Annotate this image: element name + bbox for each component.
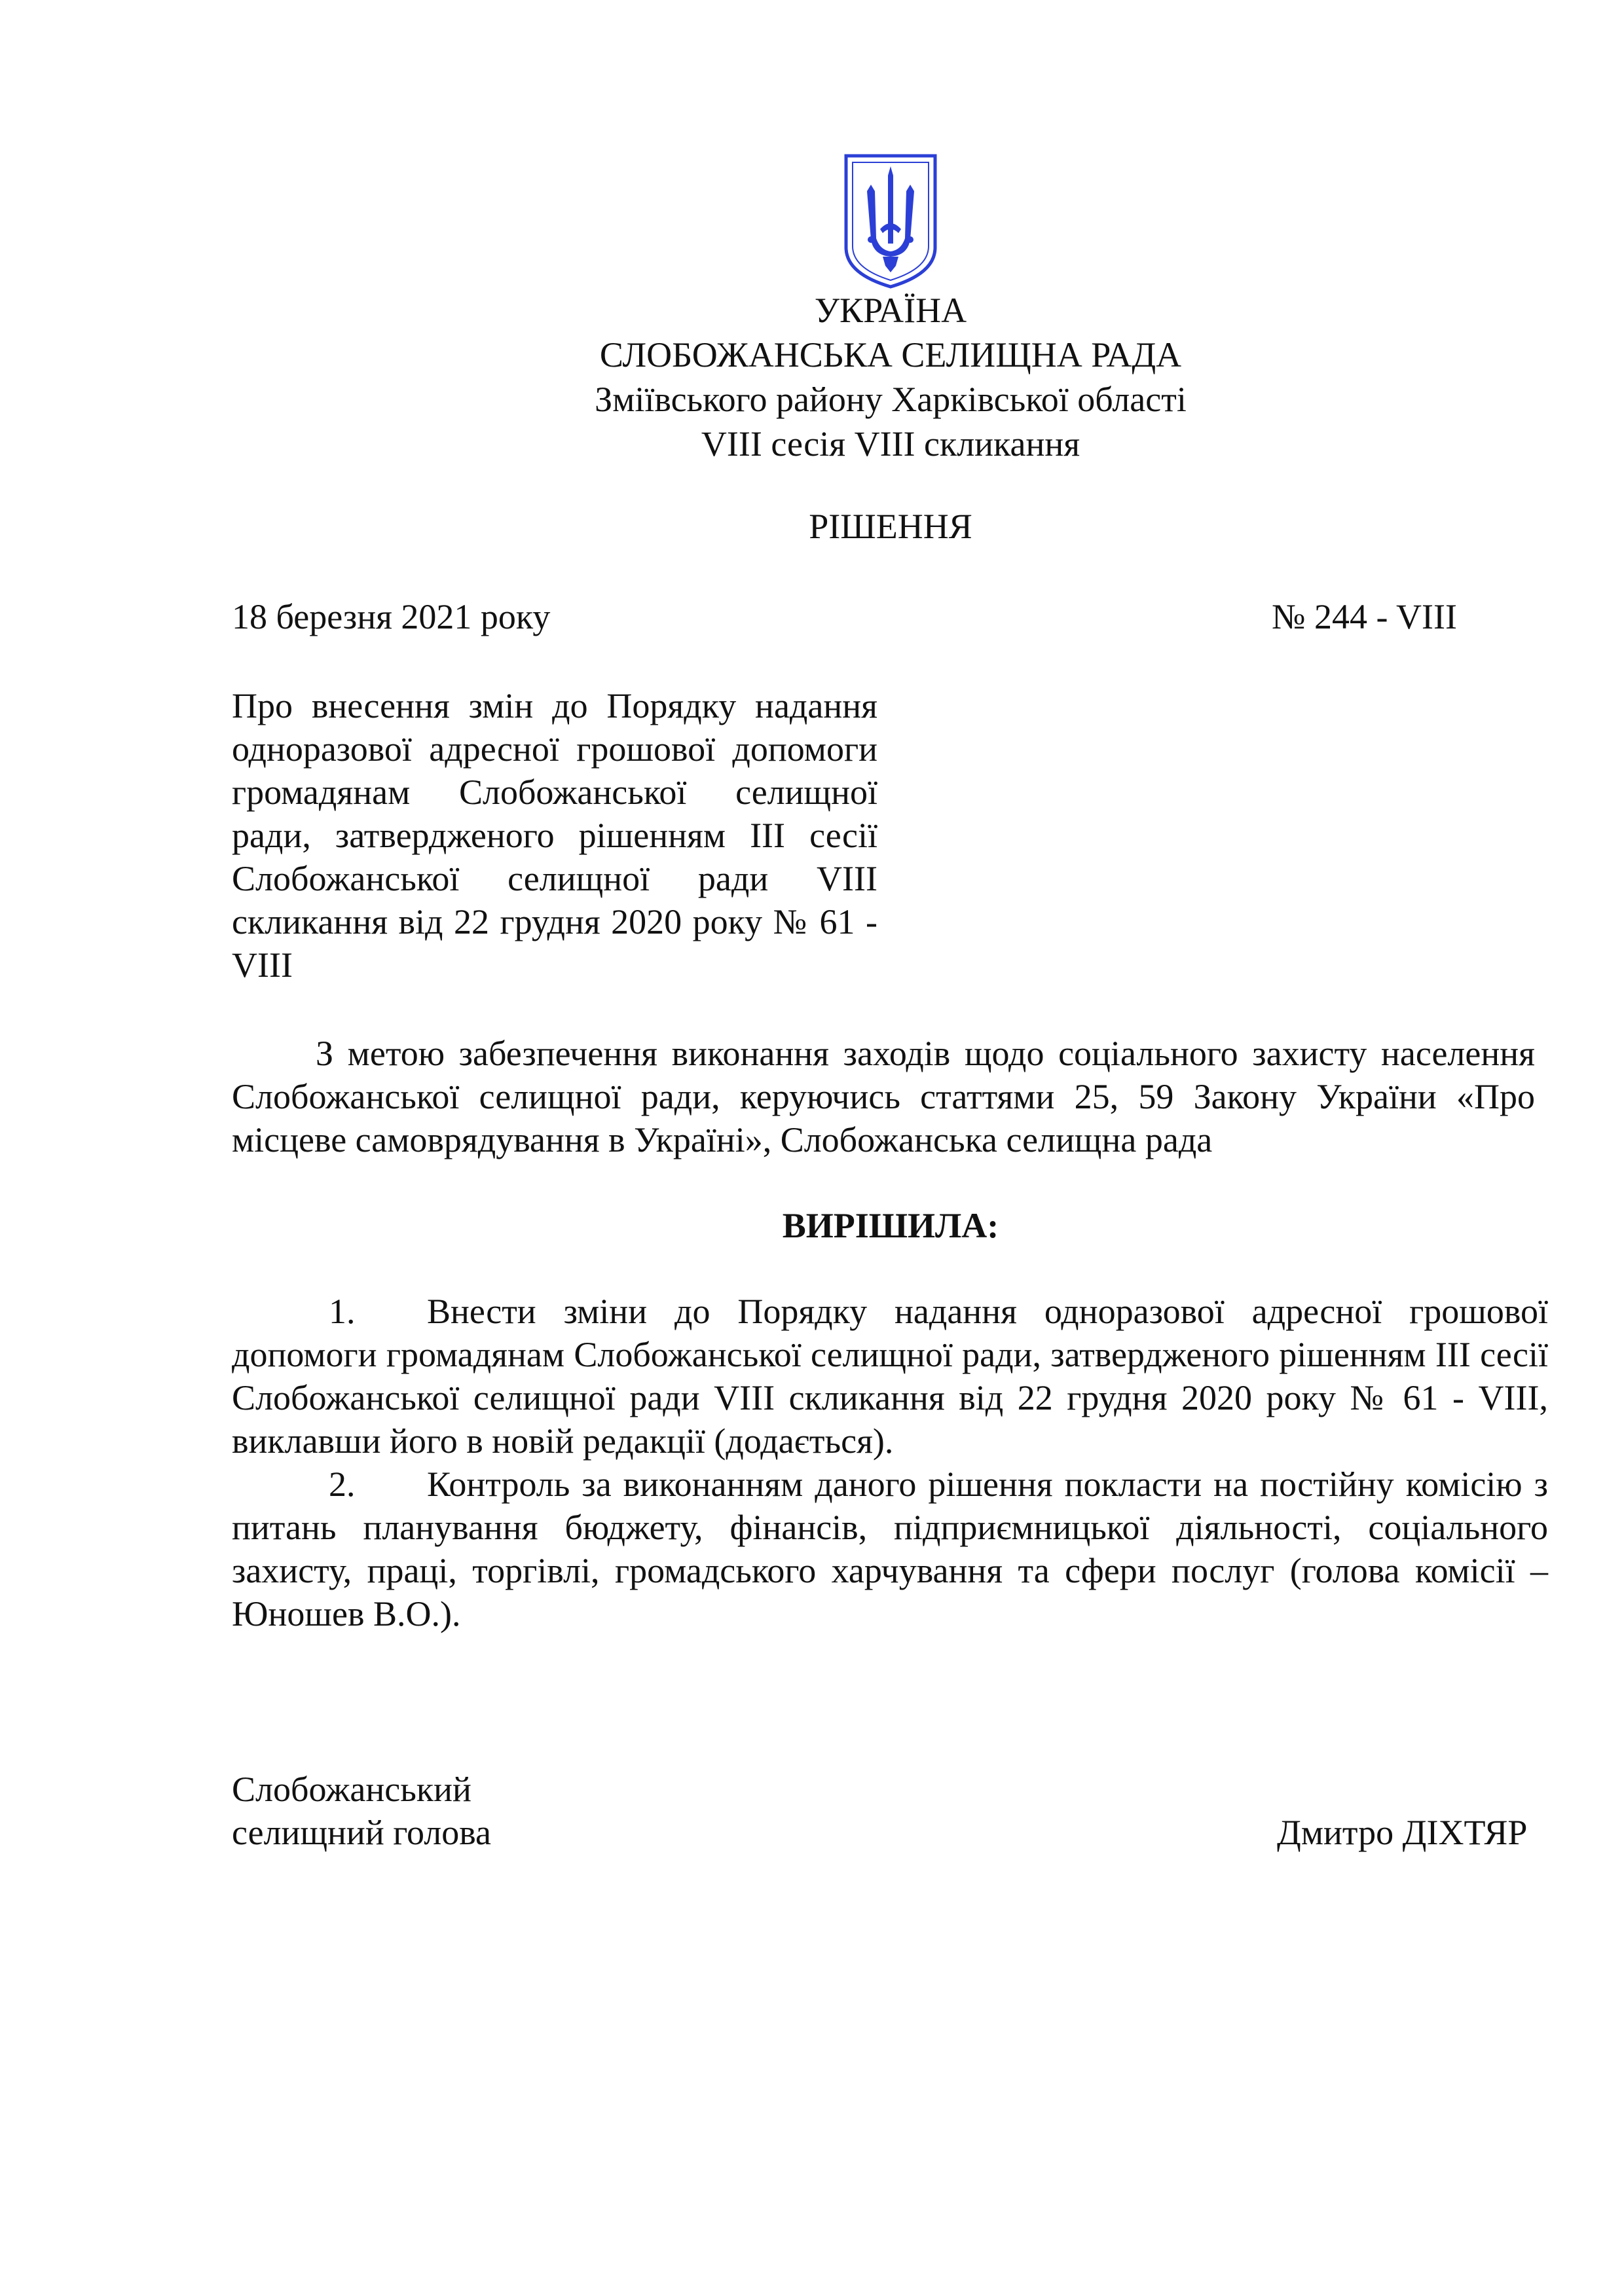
document-type: РІШЕННЯ xyxy=(809,507,972,546)
decision-item xyxy=(232,1290,1548,1463)
header-session: VIII сесія VIII скликання xyxy=(701,424,1080,464)
header-district: Зміївського району Харківської області xyxy=(595,380,1187,419)
signatory-title-line2: селищний голова xyxy=(232,1813,492,1852)
preamble: З метою забезпечення виконання заходів щодо соціального захисту населення Слобожанської селищної ради, керуючись статтями 25, 59 Закону України «Про місцеве самоврядування в Україні», Слобожанська селищна рада xyxy=(232,1034,1535,1159)
decision-number: № 244 - VIII xyxy=(1272,597,1457,636)
decision-subject: Про внесення змін до Порядку надання одноразової адресної грошової допомоги громадянам Слобожанської селищної ради, затвердженого рішенням ІІІ сесії Слобожанської селищної ради VIII скликання від 22 грудня 2020 року № 61 - VIII xyxy=(232,686,877,985)
header xyxy=(485,288,1297,466)
item-text: Внести зміни до Порядку надання одноразової адресної грошової допомоги громадянам Слобожанської селищної ради, затвердженого рішенням ІІІ сесії Слобожанської селищної ради VIII скликання від 22 грудня 2020 року № 61 - VIII, виклавши його в новій редакції (додається). xyxy=(232,1292,1548,1461)
signatory-title-line1: Слобожанський xyxy=(232,1770,471,1809)
decided-heading: ВИРІШИЛА: xyxy=(782,1206,999,1245)
coat-of-arms-icon xyxy=(842,152,939,289)
signatory-title xyxy=(232,1768,491,1854)
header-country: УКРАЇНА xyxy=(814,291,967,330)
decision-item xyxy=(232,1463,1548,1635)
item-number: 1. xyxy=(329,1292,356,1331)
item-number: 2. xyxy=(329,1465,356,1504)
item-text: Контроль за виконанням даного рішення покласти на постійну комісію з питань планування бюджету, фінансів, підприємницької діяльності, соціального захисту, праці, торгівлі, громадського харчування та сфери послуг (голова комісії – Юношев В.О.). xyxy=(232,1465,1548,1633)
header-council: СЛОБОЖАНСЬКА СЕЛИЩНА РАДА xyxy=(599,335,1182,374)
signatory-name: Дмитро ДІХТЯР xyxy=(1277,1813,1528,1852)
decision-date: 18 березня 2021 року xyxy=(232,597,551,636)
decision-items xyxy=(232,1290,1548,1635)
